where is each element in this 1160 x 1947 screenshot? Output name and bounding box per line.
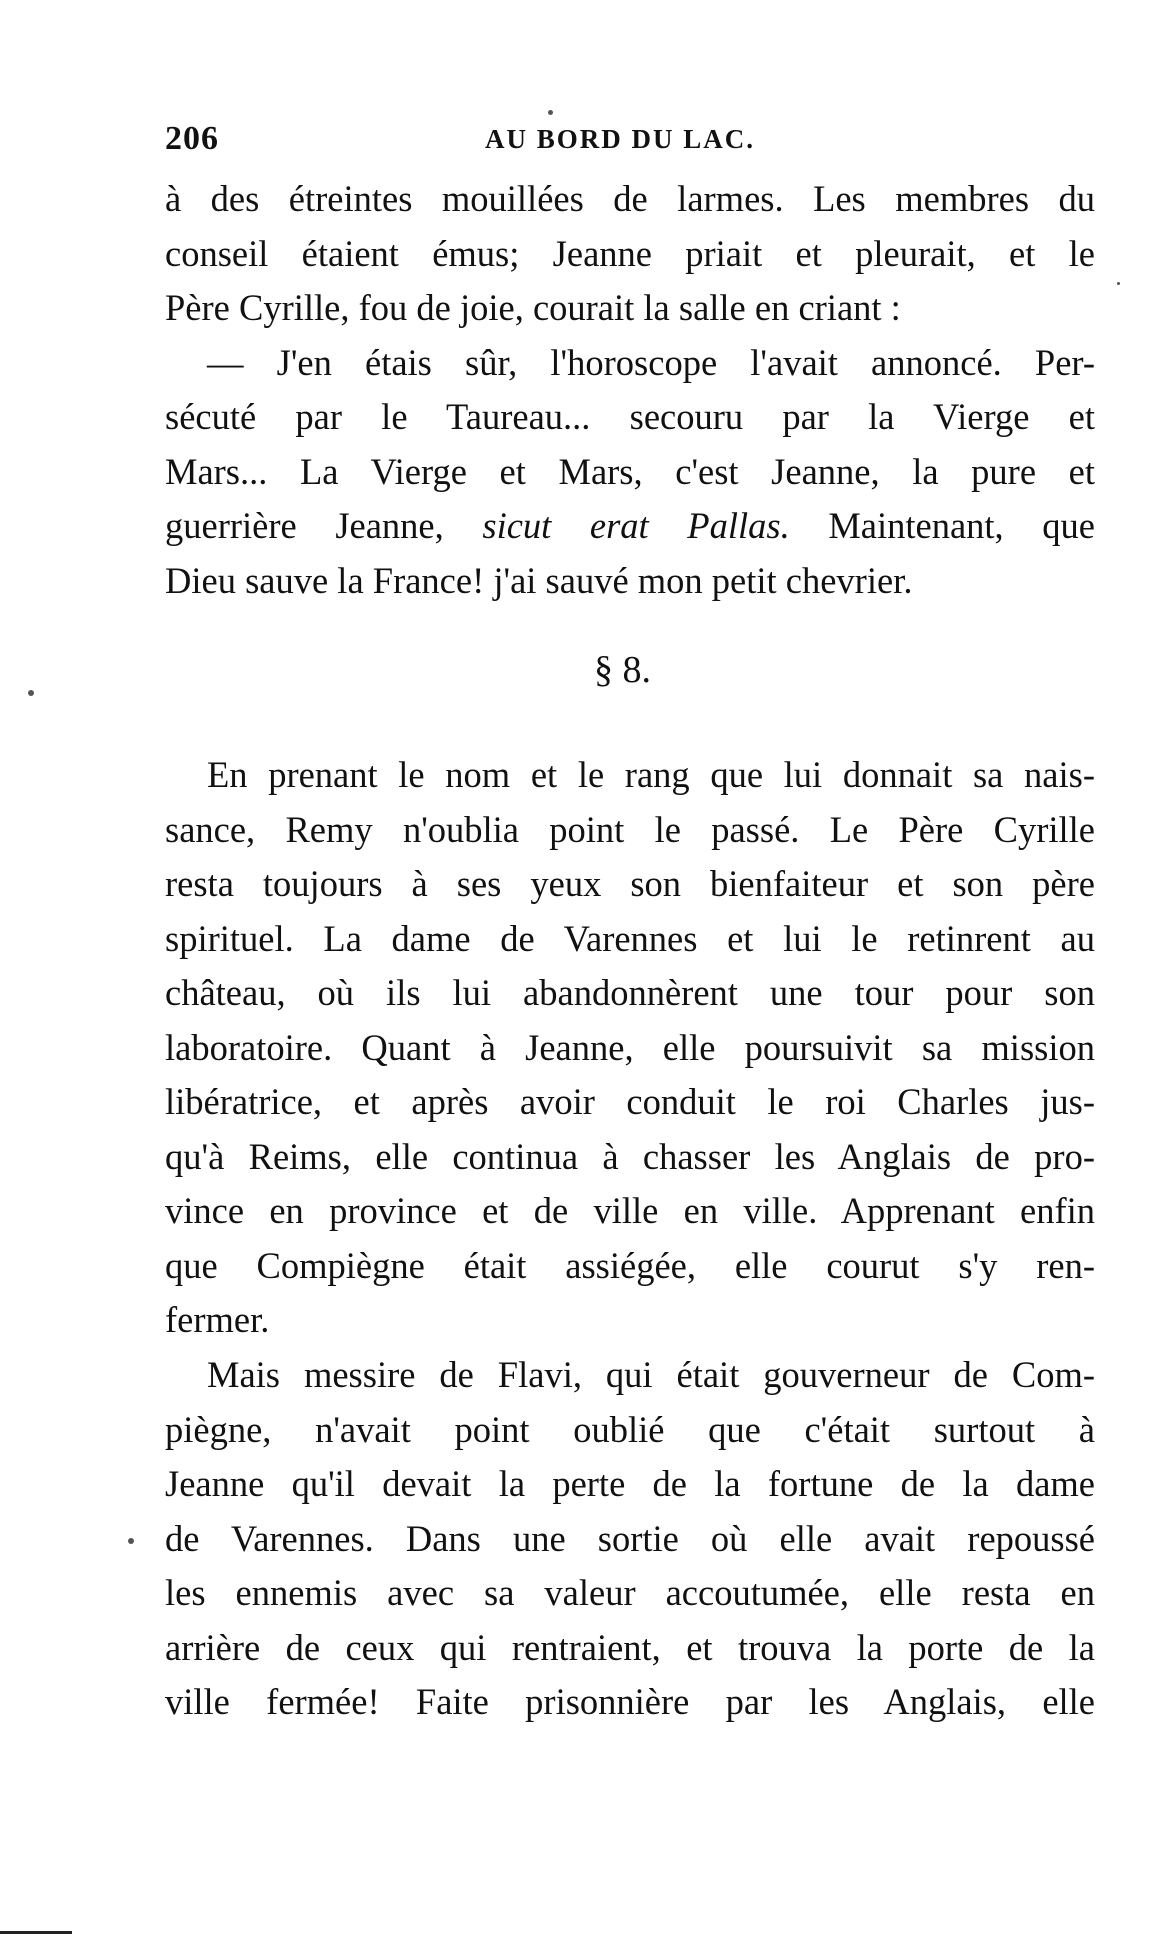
scan-speck [548,110,553,115]
running-title: AU BORD DU LAC. [485,124,756,154]
text-line: sécuté par le Taureau... secouru par la Vierge et [165,396,1095,437]
text-line: ville fermée! Faite prisonnière par les Anglais, elle [165,1681,1095,1722]
text-line: les ennemis avec sa valeur accoutumée, elle resta en [165,1572,1095,1613]
text-segment: guerrière Jeanne, [165,505,483,546]
text-line: fermer. [165,1299,270,1340]
text-line: sance, Remy n'oublia point le passé. Le Père Cyrille [165,808,1095,850]
text-line: libératrice, et après avoir conduit le roi Charles jus- [165,1081,1095,1122]
scan-speck [128,1538,134,1544]
text-line-with-latin [165,499,1095,554]
text-line: Mars... La Vierge et Mars, c'est Jeanne, la pure et [165,450,1095,492]
scan-speck [28,690,34,696]
page-header [165,120,1100,162]
paragraph-continuation [165,172,1095,608]
scan-speck [1117,282,1120,285]
latin-quote: sicut erat Pallas. [482,505,790,546]
text-line: resta toujours à ses yeux son bienfaiteur et son père [165,863,1095,904]
text-line: piègne, n'avait point oublié que c'était surtout à [165,1408,1095,1450]
section-heading [0,648,1160,692]
text-segment: Maintenant, que [789,505,1095,546]
text-line: Dieu sauve la France! j'ai sauvé mon petit chevrier. [165,559,913,601]
text-line: Père Cyrille, fou de joie, courait la salle en criant : [165,287,901,328]
text-line: qu'à Reims, elle continua à chasser les Anglais de pro- [165,1135,1095,1177]
text-line: conseil étaient émus; Jeanne priait et pleurait, et le [165,232,1095,274]
page-number: 206 [165,120,219,157]
text-line: arrière de ceux qui rentraient, et trouva la porte de la [165,1626,1095,1668]
text-line: de Varennes. Dans une sortie où elle avait repoussé [165,1517,1095,1559]
text-line: laboratoire. Quant à Jeanne, elle poursuivit sa mission [165,1026,1095,1068]
text-line: vince en province et de ville en ville. Apprenant enfin [165,1190,1095,1231]
text-line: à des étreintes mouillées de larmes. Les membres du [165,178,1095,219]
text-line: En prenant le nom et le rang que lui donnait sa nais- [207,754,1095,795]
text-line: Mais messire de Flavi, qui était gouverneur de Com- [207,1354,1095,1395]
paragraph-section-8 [165,748,1095,1348]
text-line: château, où ils lui abandonnèrent une tour pour son [165,972,1095,1013]
bottom-rule [0,1931,72,1934]
text-line: spirituel. La dame de Varennes et lui le retinrent au [165,917,1095,959]
text-line: que Compiègne était assiégée, elle courut s'y ren- [165,1244,1095,1286]
text-line: Jeanne qu'il devait la perte de la fortune de la dame [165,1463,1095,1504]
section-heading-text: § 8. [594,649,651,691]
text-line: — J'en étais sûr, l'horoscope l'avait annoncé. Per- [207,341,1095,383]
paragraph-flavi [165,1348,1095,1730]
